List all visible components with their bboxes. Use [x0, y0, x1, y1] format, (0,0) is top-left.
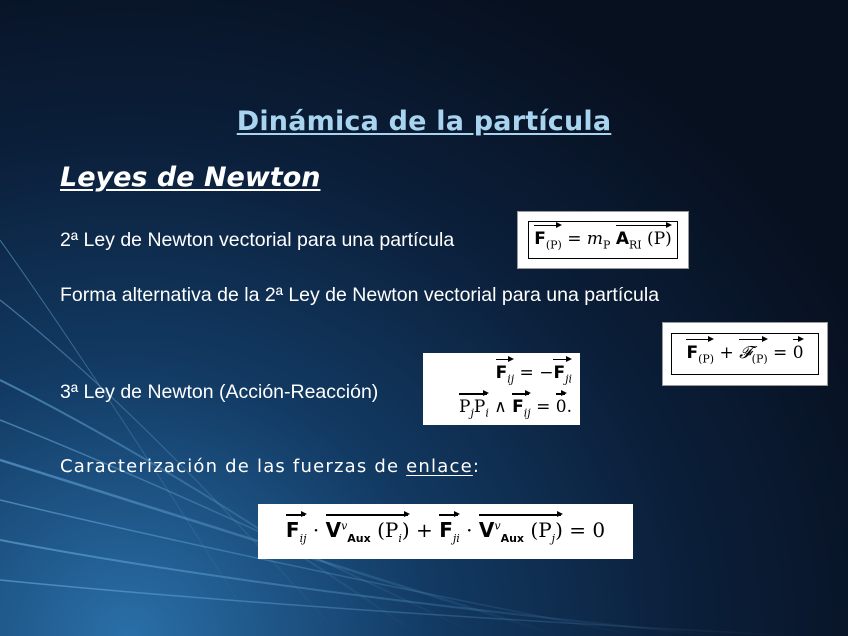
- third-law-formula-row2: $P_jP_i$ ∧ $F_{ij} = 0$.: [459, 397, 572, 420]
- alternative-law-equation: [662, 322, 828, 386]
- third-law-formula-row1: $F_{ij} = -F_{ji}$: [495, 362, 572, 385]
- second-law-equation: [517, 211, 689, 269]
- third-law-text: 3ª Ley de Newton (Acción-Reacción): [60, 381, 379, 403]
- enlace-link: enlace: [406, 456, 473, 477]
- alternative-second-law-text: Forma alternativa de la 2ª Ley de Newton vectorial para una partícula: [60, 284, 660, 306]
- alternative-law-formula: $F_{(P)}$ + 𝓕$_{(P)}$ = 0: [686, 342, 804, 366]
- slide-title: Dinámica de la partícula: [236, 106, 612, 137]
- constraint-power-equation: [258, 504, 633, 559]
- constraint-forces-prefix: Caracterización de las fuerzas de: [60, 456, 407, 477]
- constraint-forces-suffix: :: [472, 456, 481, 477]
- section-heading: Leyes de Newton: [60, 162, 321, 193]
- second-law-text: 2ª Ley de Newton vectorial para una partícula: [60, 229, 455, 251]
- constraint-power-formula: $F_{ij} \cdot V^v_{Aux}$ $(P_i) + F_{ji} \cdot V^v_{Aux}$ $(P_j) = 0$: [285, 518, 606, 545]
- second-law-formula: $F_{(P)} = m_P$ $A_{RI}$ (P): [534, 228, 672, 252]
- third-law-equation: [423, 353, 580, 425]
- constraint-forces-text: [60, 456, 480, 477]
